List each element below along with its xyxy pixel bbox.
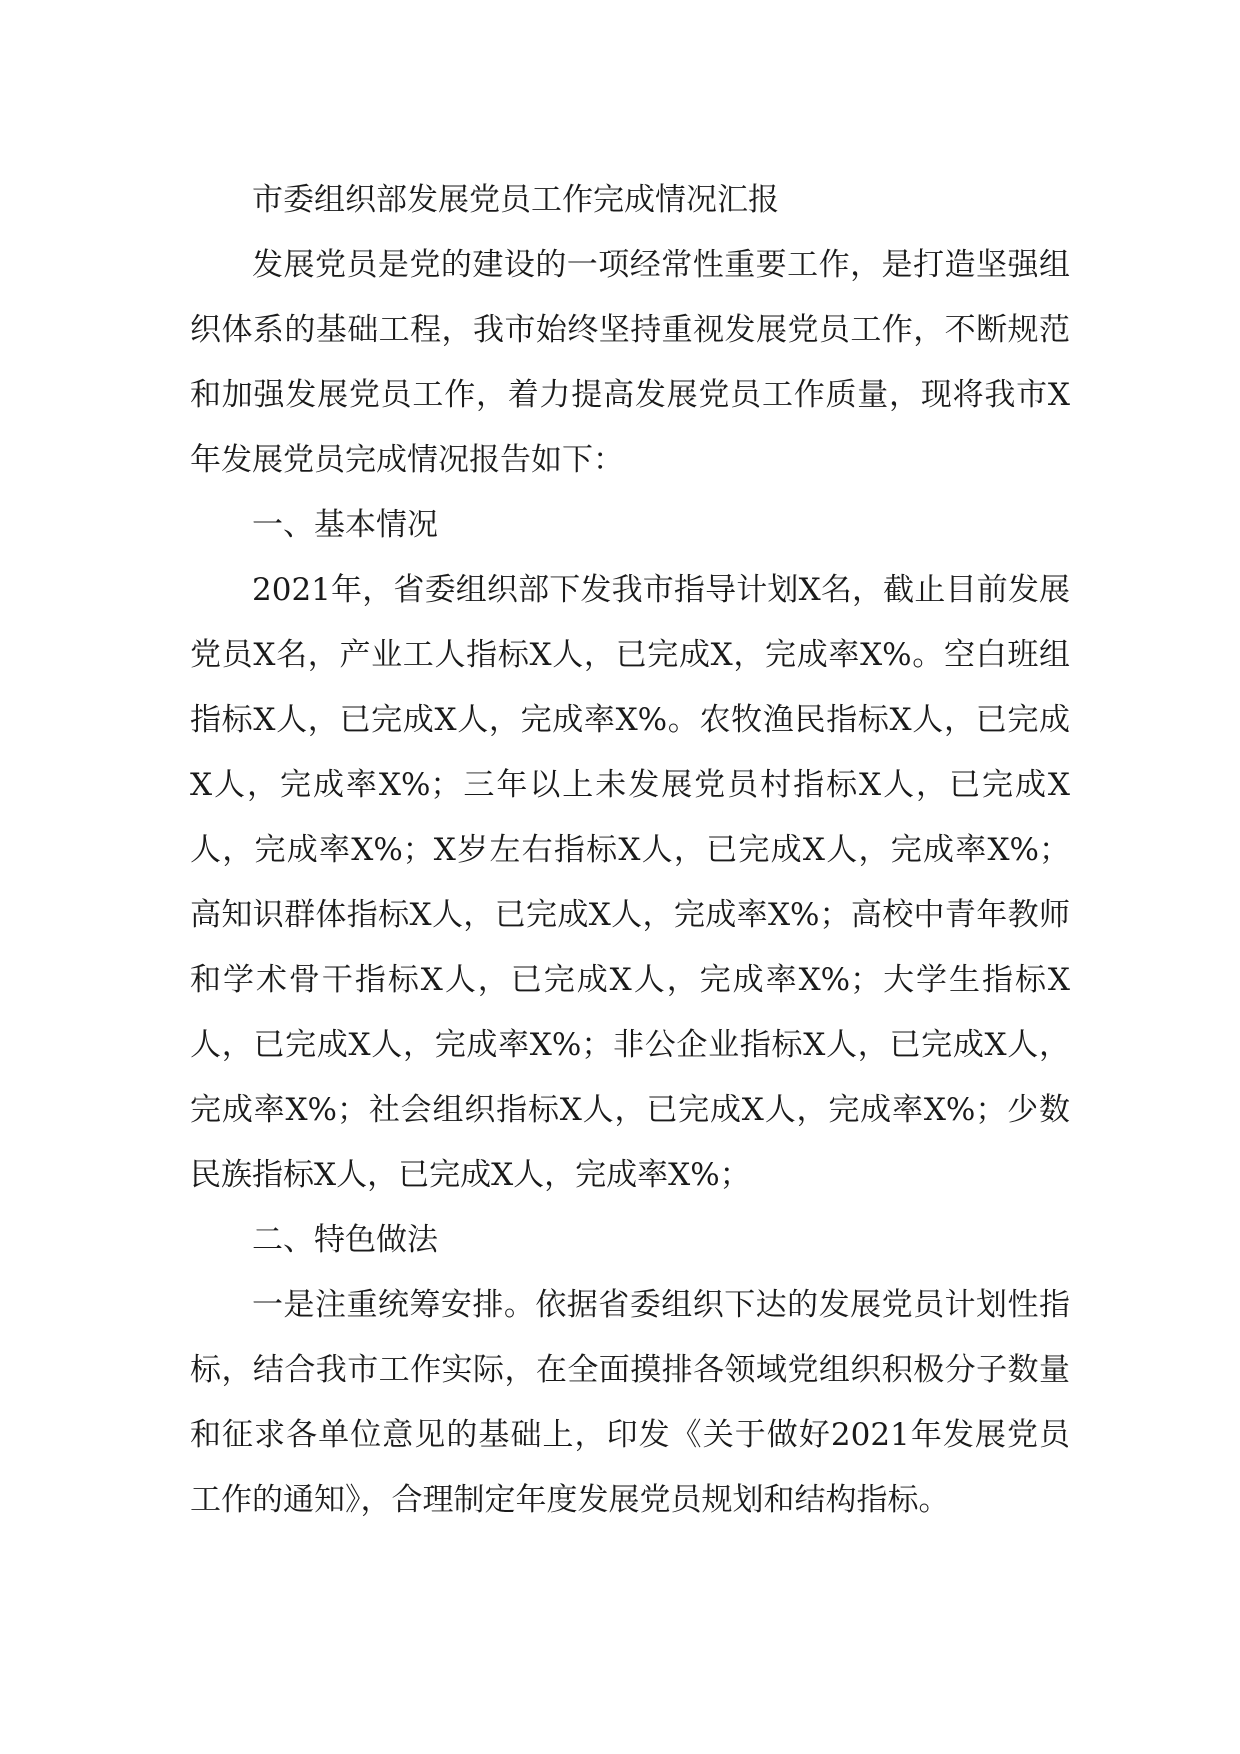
document-title: 市委组织部发展党员工作完成情况汇报 — [252, 182, 779, 218]
document-body — [190, 168, 1070, 1533]
section-heading-practices: 二、特色做法 — [252, 1222, 438, 1258]
intro-paragraph: 发展党员是党的建设的一项经常性重要工作，是打造坚强组织体系的基础工程，我市始终坚持重视发展党员工作，不断规范和加强发展党员工作，着力提高发展党员工作质量，现将我市X年发展党员完成情况报告如下： — [190, 247, 1070, 478]
section-heading-basic-situation: 一、基本情况 — [252, 507, 438, 543]
practices-paragraph: 一是注重统筹安排。依据省委组织下达的发展党员计划性指标，结合我市工作实际，在全面摸排各领域党组织积极分子数量和征求各单位意见的基础上，印发《关于做好2021年发展党员工作的通知》，合理制定年度发展党员规划和结构指标。 — [190, 1287, 1070, 1518]
basic-situation-paragraph: 2021年，省委组织部下发我市指导计划X名，截止目前发展党员X名，产业工人指标X人，已完成X，完成率X%。空白班组指标X人，已完成X人，完成率X%。农牧渔民指标X人，已完成X人，完成率X%；三年以上未发展党员村指标X人，已完成X人，完成率X%；X岁左右指标X人，已完成X人，完成率X%；高知识群体指标X人，已完成X人，完成率X%；高校中青年教师和学术骨干指标X人，已完成X人，完成率X%；大学生指标X人，已完成X人，完成率X%；非公企业指标X人，已完成X人，完成率X%；社会组织指标X人，已完成X人，完成率X%；少数民族指标X人，已完成X人，完成率X%； — [190, 572, 1070, 1193]
